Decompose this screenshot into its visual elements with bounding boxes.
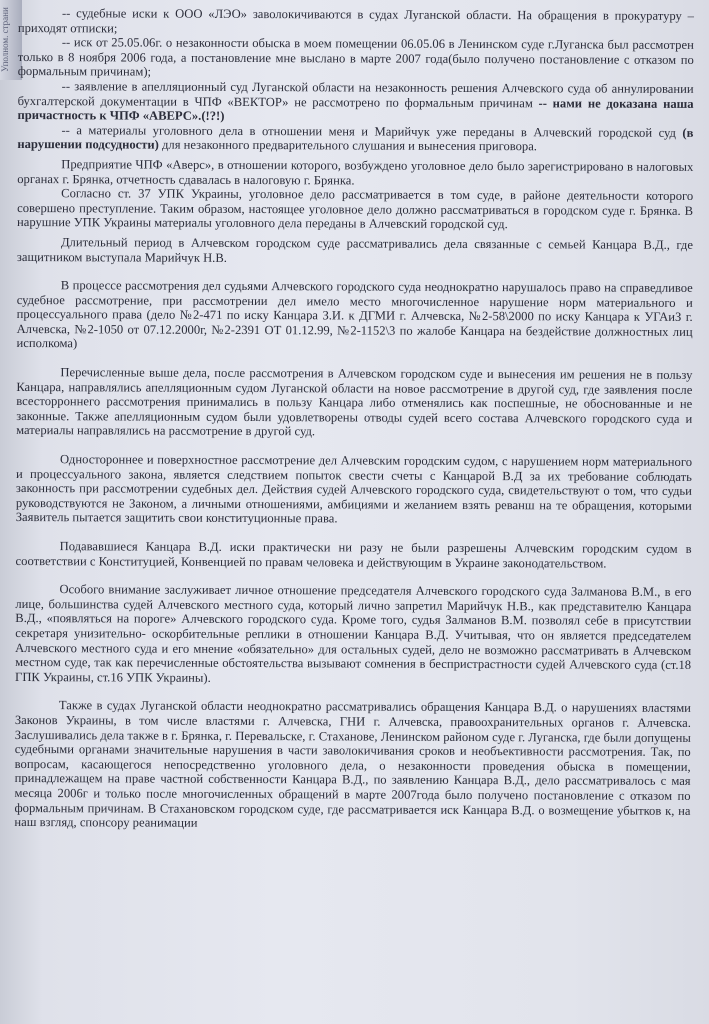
paragraph-p7 bbox=[17, 235, 693, 267]
paragraph-p4 bbox=[17, 123, 693, 155]
text-run: Перечисленные выше дела, после рассмотрения в Алчевском городском суде и вынесения им решения не в пользу Канцара, направлялись апелляционным судом Луганской области на новое рассмотрение в другой суд, где заявления после всесторроннего рассмотрения принимались в пользу Канцара либо отменялись как поспешные, не обоснованные и не законные. Также апелляционным судом были удовлетворены отводы судей всего состава Алчевского городского суда и материалы направлялись на рассмотрение в другой суд. bbox=[16, 365, 693, 439]
paragraph-p6 bbox=[17, 186, 693, 233]
bold-text: (в нарушении подсудности) bbox=[17, 125, 694, 152]
paragraph-p13 bbox=[14, 698, 691, 832]
text-run: В процессе рассмотрения дел судьями Алчевского городского суда неоднократно нарушалось право на справедливое судебное рассмотрение, при рассмотрении дел имело место многочисленное нарушение норм материального и процессуального права (дело №2-471 по иску Канцара З.И. к ДГМИ г. Алчевска, №2-58\2000 по иску Канцара к УГАиЗ г. Алчевска, №2-1050 от 07.12.2000г, №2-2391 ОТ 01.12.99, №2-1152\3 по жалобе Канцара на бездействие должностных лиц исполкома) bbox=[16, 278, 693, 351]
document-page bbox=[14, 6, 694, 833]
paragraph-p1 bbox=[18, 6, 694, 38]
paragraph-p2 bbox=[18, 35, 694, 82]
margin-text: Уполном. страни bbox=[0, 7, 10, 73]
paragraph-p5 bbox=[17, 157, 693, 189]
text-run: -- судебные иски к ООО «ЛЭО» заволокичиваются в судах Луганской области. На обращения в прокуратуру – приходят отписки; bbox=[17, 6, 694, 36]
text-run: -- заявление в апелляционный суд Луганской области на незаконность решения Алчевского суда об аннулировании бухгалтерской документации в ЧПФ «ВЕКТОР» не рассмотрено по формальным причинам bbox=[17, 79, 694, 110]
text-run: -- а материалы уголовного дела в отношении меня и Марийчук уже переданы в Алчевский городской суд bbox=[61, 122, 683, 140]
text-run: Согласно ст. 37 УПК Украины, уголовное дело рассматривается в том суде, в районе деятельности которого совершено преступление. Таким образом, настоящее уголовное дело должно рассматриваться в городском суде г. Брянка. В нарушние УПК Украины материалы уголовного дела переданы в Алчевский городской суд. bbox=[17, 186, 694, 232]
text-run: Длительный период в Алчевском городском суде рассматривались дела связанные с семьей Канцара В.Д., где защитником выступала Марийчук Н.В. bbox=[16, 235, 693, 265]
paragraph-p11 bbox=[16, 539, 692, 571]
text-run: Особого внимание заслуживает личное отношение председателя Алчевского городского суда Залманова В.М., в его лице, большинства судей Алчевского местного суда, который лично запретил Марийчук Н.В., как представителю Канцара В.Д., «появляться на пороге» Алчевского городского суда. Кроме того, судья Залманов В.М. позволял себе в присутствии секретаря унизительно- оскорбительные реплики в отношении Канцара В.Д. Учитывая, что он является председателем Алчевского местного суда и его мнение «обязательно» для остальных судей, дело не возможно рассматривать в Алчевском местном суде, так как перечисленные обстоятельства вызывают сомнения в беспристрастности судей Алчевского суда (ст.18 ГПК Украины, ст.16 УПК Украины). bbox=[15, 582, 692, 685]
bold-text: -- нами не доказана наша причастность к ЧПФ «АВЕРС».(!?!) bbox=[17, 95, 694, 124]
text-run: Предприятие ЧПФ «Аверс», в отношении которого, возбуждено уголовное дело было зарегистрировано в налоговых органах г. Брянка, отчетность сдавалась в налоговую г. Брянка. bbox=[17, 157, 694, 188]
text-run: Одностороннее и поверхностное рассмотрение дел Алчевским городским судом, с нарушением норм материального и процессуального закона, является следствием попыток свести счеты с Канцарой В.Д за их требование соблюдать законность при рассмотрении судебных дел. Действия судей Алчевского городского суда, свидетельствуют о том, что судьи руководствуются не Законом, а личными отношениями, амбициями и желанием взять реванш на те обращения, которыми Заявитель пытается защитить свои конституционные права. bbox=[15, 452, 693, 526]
text-run: Подававшиеся Канцара В.Д. иски практически ни разу не были разрешены Алчевским городским судом в соответствии с Конституцией, Конвенцией по правам человека и действующим в Украине законодательством. bbox=[15, 539, 692, 571]
text-run: -- иск от 25.05.06г. о незаконности обыска в моем помещении 06.05.06 в Ленинском суде г.Луганска был рассмотрен только в 8 ноября 2006 года, а постановление мне выслано в марте 2007 года(было получено постановление с отказом по формальным причинам); bbox=[17, 35, 694, 79]
text-run: для незаконного предварительного слушания и вынесения приговора. bbox=[158, 137, 538, 154]
paragraph-p8 bbox=[16, 278, 692, 354]
paragraph-p10 bbox=[16, 452, 692, 528]
paragraph-p12 bbox=[15, 582, 691, 687]
text-run: Также в судах Луганской области неоднократно рассматривались обращения Канцара В.Д. о нарушениях властями Законов Украины, в том числе властями г. Алчевска, ГНИ г. Алчевска, правоохранительных органов г. Алчевска. Заслушивались дела также в г. Брянка, г. Перевальске, г. Стаханове, Ленинском районом суде г. Луганска, где были допущены судебными органами значительные нарушения в части заволокичивания сроков и необъективности рассмотрения. Так, по вопросам, касающегося непосредственно уголовного дела, о незаконности проведения обыска в помещении, принадлежащем на праве частной собственности Канцара В.Д., по заявлению Канцара В.Д., дело рассматривалось с мая месяца 2006г и только после многочисленных обращений в марте 2007года было получено постановление с отказом по формальным причинам. В Стахановском городском суде, где рассматривается иск Канцара В.Д. о возмещение убытков к, на наш взгляд, спонсору реанимации bbox=[14, 698, 691, 830]
paragraph-p3 bbox=[17, 79, 693, 126]
paragraph-p9 bbox=[16, 365, 692, 441]
